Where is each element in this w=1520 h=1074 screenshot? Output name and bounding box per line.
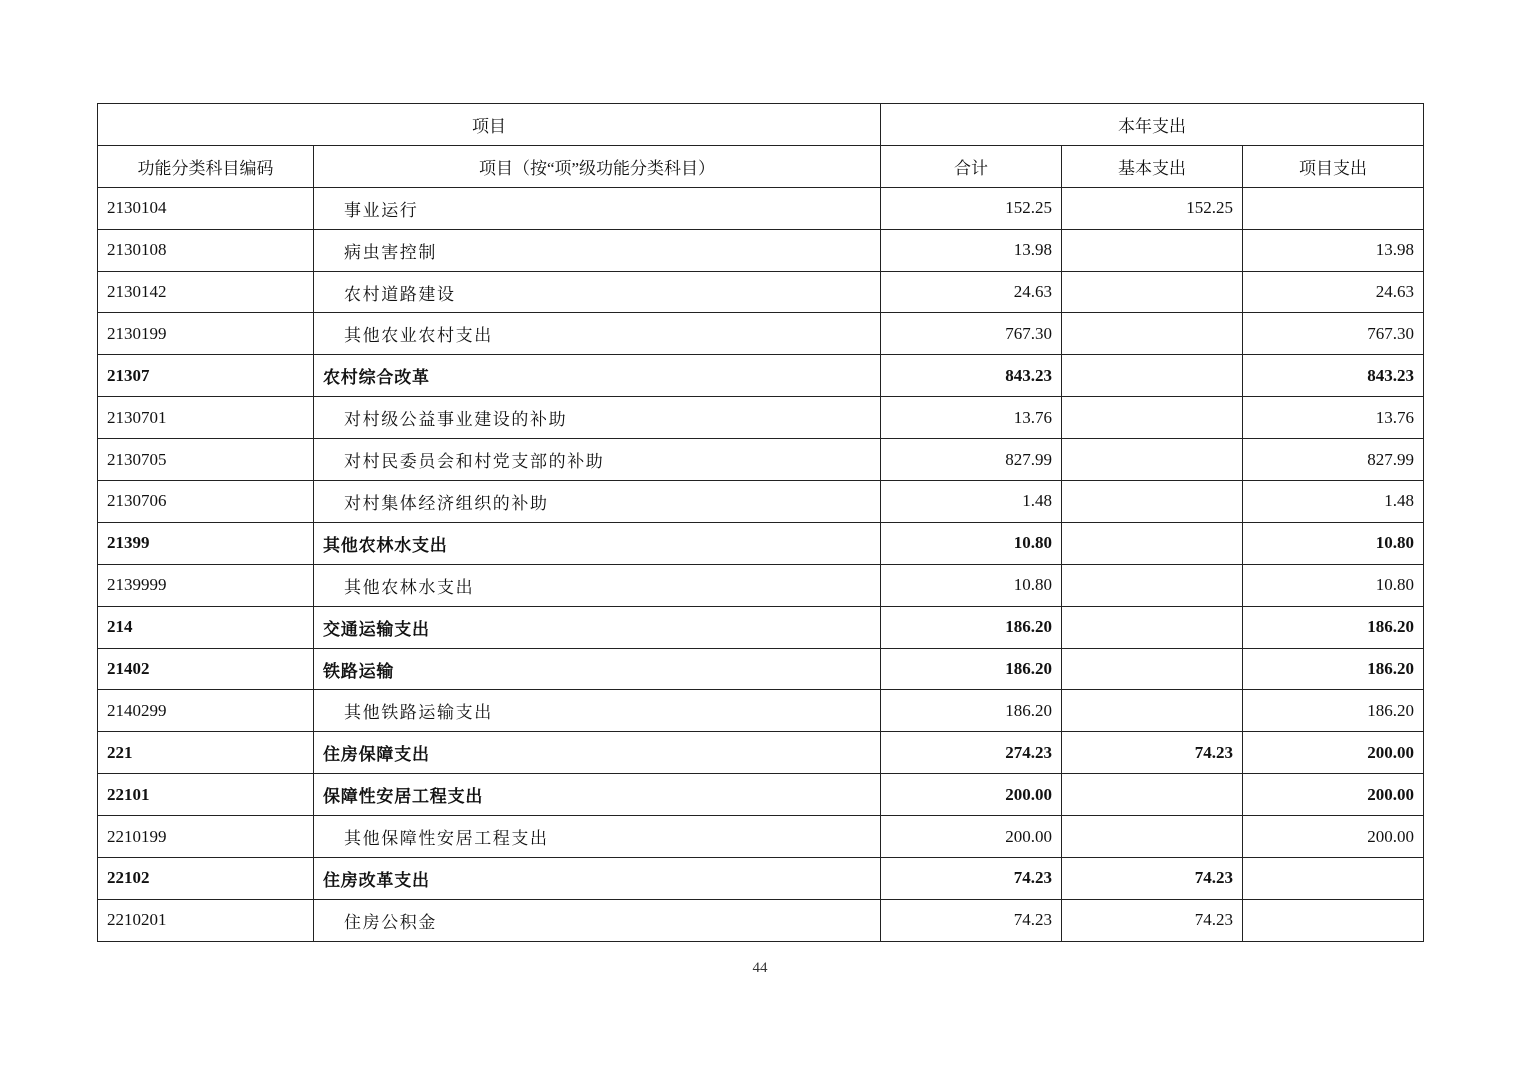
cell-name: 交通运输支出: [314, 606, 881, 648]
cell-code: 214: [98, 606, 314, 648]
cell-code: 2210201: [98, 899, 314, 941]
table-row: [98, 313, 1424, 355]
table-row: [98, 522, 1424, 564]
table-row: [98, 355, 1424, 397]
cell-total: 186.20: [881, 606, 1062, 648]
cell-basic: 152.25: [1062, 187, 1243, 229]
cell-code: 2130104: [98, 187, 314, 229]
table-row: [98, 816, 1424, 858]
cell-code: 21399: [98, 522, 314, 564]
cell-name: 其他农林水支出: [314, 522, 881, 564]
cell-project: 843.23: [1243, 355, 1424, 397]
cell-basic: [1062, 271, 1243, 313]
table-row: [98, 229, 1424, 271]
cell-basic: [1062, 481, 1243, 523]
cell-basic: [1062, 606, 1243, 648]
cell-code: 2130142: [98, 271, 314, 313]
table-row: [98, 439, 1424, 481]
cell-project: 200.00: [1243, 774, 1424, 816]
cell-code: 221: [98, 732, 314, 774]
cell-name: 对村级公益事业建设的补助: [314, 397, 881, 439]
cell-total: 74.23: [881, 858, 1062, 900]
table-row: [98, 397, 1424, 439]
cell-code: 2130108: [98, 229, 314, 271]
header-project-group: 项目: [98, 104, 881, 146]
cell-project: [1243, 899, 1424, 941]
cell-project: 13.76: [1243, 397, 1424, 439]
cell-project: 186.20: [1243, 606, 1424, 648]
cell-total: 152.25: [881, 187, 1062, 229]
cell-total: 827.99: [881, 439, 1062, 481]
cell-project: 10.80: [1243, 522, 1424, 564]
column-header-total: 合计: [881, 145, 1062, 187]
table-row: [98, 732, 1424, 774]
cell-name: 住房保障支出: [314, 732, 881, 774]
cell-code: 2130199: [98, 313, 314, 355]
table-row: [98, 774, 1424, 816]
table-row: [98, 858, 1424, 900]
cell-total: 13.76: [881, 397, 1062, 439]
column-header-code: 功能分类科目编码: [98, 145, 314, 187]
cell-code: 21307: [98, 355, 314, 397]
cell-name: 其他农业农村支出: [314, 313, 881, 355]
cell-total: 10.80: [881, 522, 1062, 564]
cell-total: 200.00: [881, 816, 1062, 858]
cell-total: 200.00: [881, 774, 1062, 816]
cell-total: 13.98: [881, 229, 1062, 271]
cell-project: 10.80: [1243, 564, 1424, 606]
table-row: [98, 271, 1424, 313]
cell-basic: [1062, 397, 1243, 439]
cell-basic: [1062, 816, 1243, 858]
cell-total: 186.20: [881, 690, 1062, 732]
cell-name: 对村民委员会和村党支部的补助: [314, 439, 881, 481]
table-body: [98, 187, 1424, 941]
cell-code: 22101: [98, 774, 314, 816]
cell-basic: [1062, 439, 1243, 481]
cell-total: 10.80: [881, 564, 1062, 606]
cell-basic: 74.23: [1062, 732, 1243, 774]
cell-project: 767.30: [1243, 313, 1424, 355]
cell-project: 200.00: [1243, 816, 1424, 858]
cell-total: 24.63: [881, 271, 1062, 313]
cell-basic: 74.23: [1062, 858, 1243, 900]
table-row: [98, 187, 1424, 229]
cell-code: 2130705: [98, 439, 314, 481]
cell-project: 24.63: [1243, 271, 1424, 313]
cell-name: 住房公积金: [314, 899, 881, 941]
header-group-row: [98, 104, 1424, 146]
budget-expense-table: [97, 103, 1424, 942]
cell-basic: 74.23: [1062, 899, 1243, 941]
cell-code: 2130706: [98, 481, 314, 523]
cell-name: 其他保障性安居工程支出: [314, 816, 881, 858]
cell-total: 767.30: [881, 313, 1062, 355]
cell-basic: [1062, 648, 1243, 690]
cell-code: 2140299: [98, 690, 314, 732]
cell-name: 保障性安居工程支出: [314, 774, 881, 816]
cell-project: 186.20: [1243, 690, 1424, 732]
column-header-name: 项目（按“项”级功能分类科目）: [314, 145, 881, 187]
cell-name: 铁路运输: [314, 648, 881, 690]
cell-total: 74.23: [881, 899, 1062, 941]
cell-basic: [1062, 355, 1243, 397]
cell-code: 22102: [98, 858, 314, 900]
table-row: [98, 648, 1424, 690]
cell-total: 186.20: [881, 648, 1062, 690]
cell-project: 1.48: [1243, 481, 1424, 523]
cell-project: 827.99: [1243, 439, 1424, 481]
table-row: [98, 606, 1424, 648]
cell-name: 对村集体经济组织的补助: [314, 481, 881, 523]
cell-total: 843.23: [881, 355, 1062, 397]
cell-code: 2130701: [98, 397, 314, 439]
cell-project: [1243, 858, 1424, 900]
cell-name: 农村综合改革: [314, 355, 881, 397]
column-header-basic: 基本支出: [1062, 145, 1243, 187]
cell-basic: [1062, 313, 1243, 355]
page-number: 44: [752, 960, 768, 976]
cell-project: 13.98: [1243, 229, 1424, 271]
column-header-project: 项目支出: [1243, 145, 1424, 187]
cell-basic: [1062, 229, 1243, 271]
cell-name: 其他农林水支出: [314, 564, 881, 606]
table-row: [98, 564, 1424, 606]
cell-name: 农村道路建设: [314, 271, 881, 313]
cell-name: 病虫害控制: [314, 229, 881, 271]
cell-basic: [1062, 774, 1243, 816]
header-expense-group: 本年支出: [881, 104, 1424, 146]
header-column-row: [98, 145, 1424, 187]
table-row: [98, 899, 1424, 941]
cell-total: 1.48: [881, 481, 1062, 523]
cell-name: 住房改革支出: [314, 858, 881, 900]
cell-name: 其他铁路运输支出: [314, 690, 881, 732]
cell-basic: [1062, 690, 1243, 732]
cell-code: 2210199: [98, 816, 314, 858]
cell-total: 274.23: [881, 732, 1062, 774]
cell-project: [1243, 187, 1424, 229]
cell-code: 21402: [98, 648, 314, 690]
table-row: [98, 690, 1424, 732]
cell-code: 2139999: [98, 564, 314, 606]
cell-project: 200.00: [1243, 732, 1424, 774]
cell-name: 事业运行: [314, 187, 881, 229]
cell-basic: [1062, 564, 1243, 606]
cell-project: 186.20: [1243, 648, 1424, 690]
table-row: [98, 481, 1424, 523]
cell-basic: [1062, 522, 1243, 564]
